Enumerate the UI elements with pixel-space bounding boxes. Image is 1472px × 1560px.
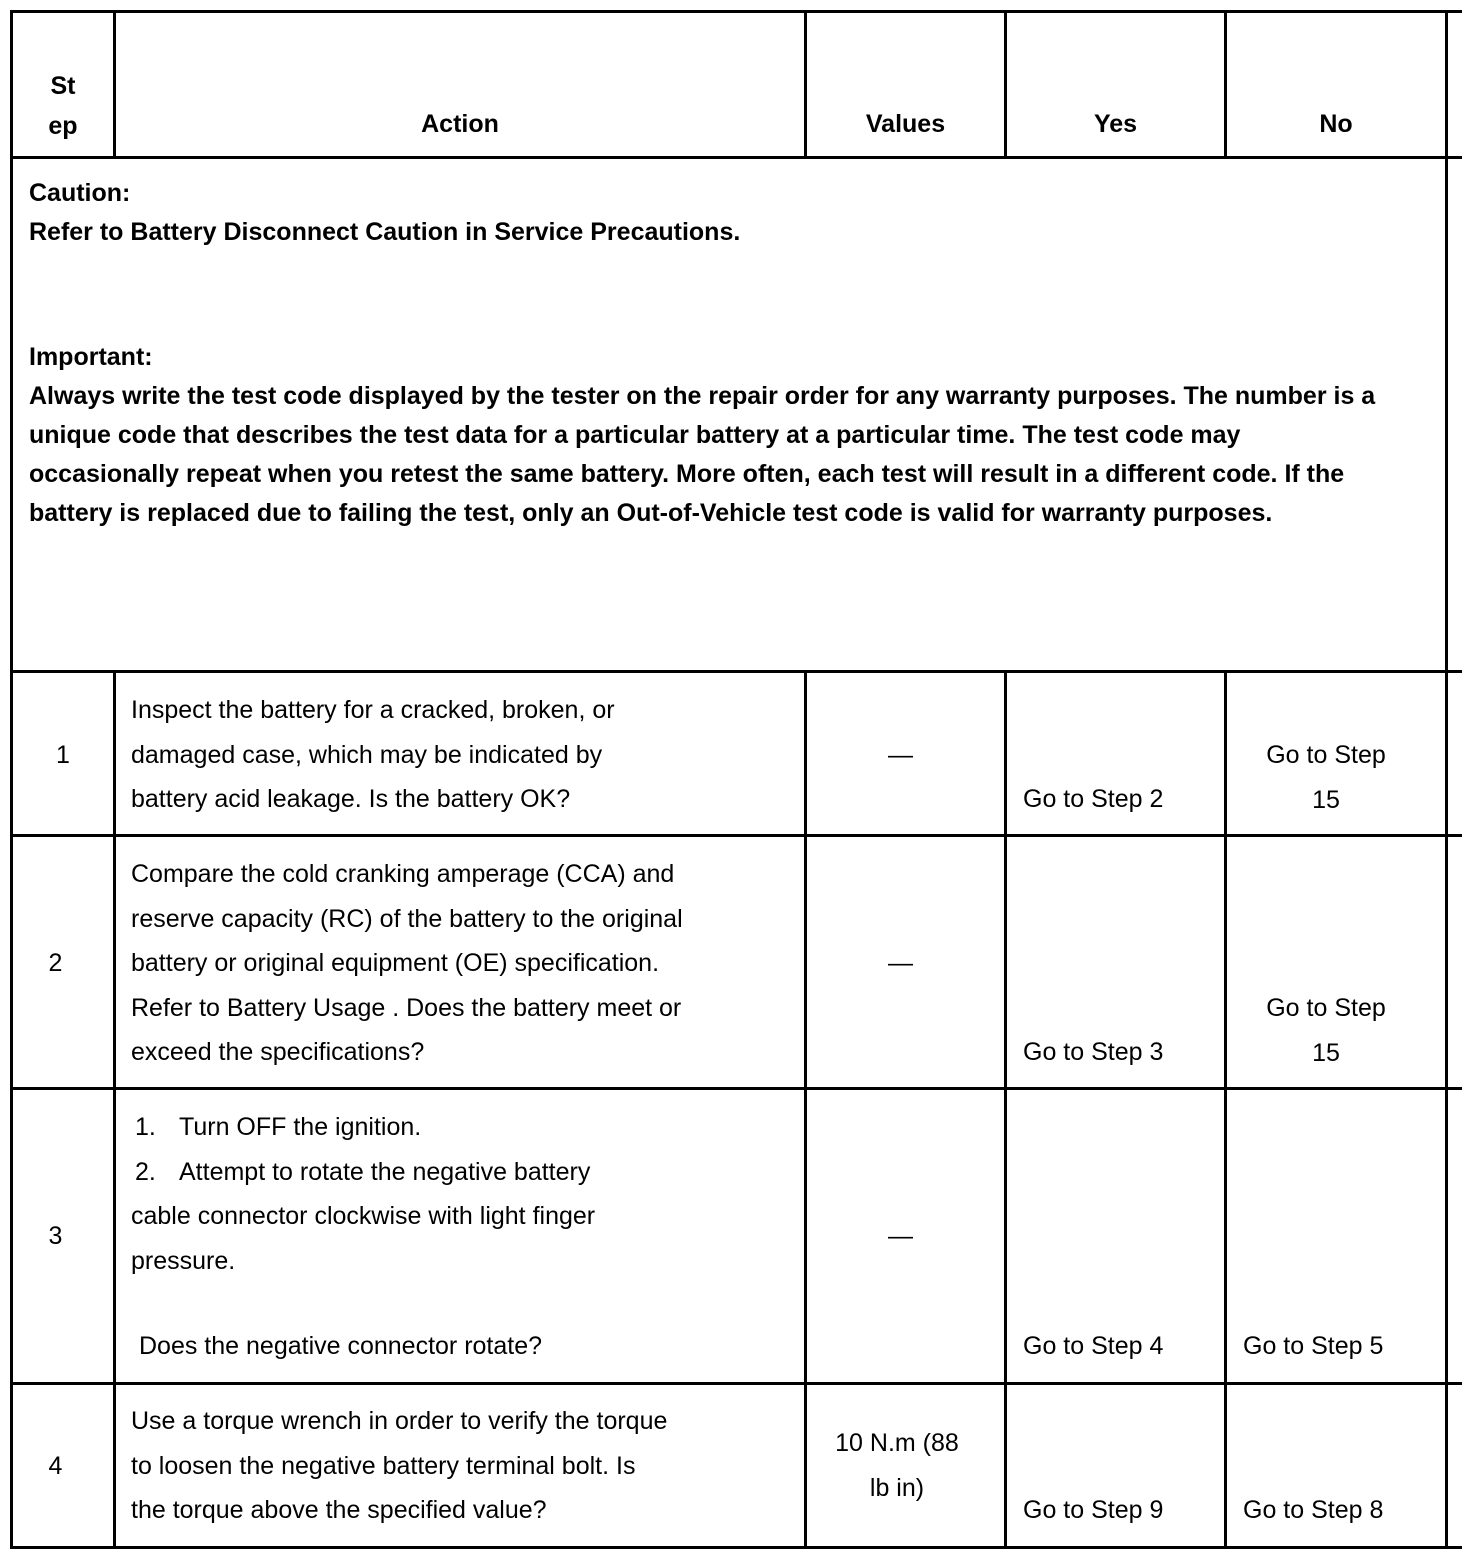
header-action: Action (421, 110, 499, 138)
header-step-line: St (50, 72, 76, 100)
list-text: Turn OFF the ignition. (179, 1113, 422, 1141)
column-divider (804, 670, 807, 1549)
action-text (131, 1105, 801, 1283)
action-question: Does the negative connector rotate? (139, 1332, 543, 1360)
value-text: — (888, 949, 913, 977)
table-border-top (10, 10, 1462, 13)
column-divider (1004, 670, 1007, 1549)
value-line: lb in) (869, 1473, 925, 1502)
no-line: Go to Step (1266, 994, 1386, 1022)
header-step-line: ep (48, 112, 78, 140)
action-line: damaged case, which may be indicated by (131, 740, 603, 769)
action-line: battery or original equipment (OE) specification. (131, 949, 660, 977)
list-number: 1. (135, 1113, 156, 1141)
table-border-right (1445, 10, 1448, 1549)
caution-text: Refer to Battery Disconnect Caution in Service Precautions. (29, 218, 741, 246)
yes-text: Go to Step 3 (1023, 1038, 1164, 1066)
caution-title: Caution: (29, 179, 131, 207)
important-note (29, 338, 1389, 533)
value-text: — (888, 741, 913, 769)
list-number: 2. (135, 1157, 156, 1186)
action-line: battery acid leakage. Is the battery OK? (131, 785, 571, 813)
important-title: Important: (29, 343, 153, 371)
action-line: pressure. (131, 1246, 236, 1275)
no-line: Go to Step (1266, 741, 1386, 769)
action-line: Refer to Battery Usage . Does the battery meet or (131, 993, 682, 1022)
row-divider (10, 1087, 1462, 1090)
header-step (13, 66, 113, 146)
table-border-bottom (10, 1546, 1462, 1549)
step-number: 4 (48, 1452, 63, 1480)
no-line: 15 (1312, 785, 1340, 814)
row-divider (10, 834, 1462, 837)
action-line: cable connector clockwise with light finger (131, 1202, 596, 1230)
list-text: Attempt to rotate the negative battery (179, 1157, 591, 1186)
important-text: Always write the test code displayed by the tester on the repair order for any warranty purposes. The number is a unique code that describes the test data for a particular battery at a particular time. The test code may occasionally repeat when you retest the same battery. More often, each test will result in a different code. If the battery is replaced due to failing the test, only an Out-of-Vehicle test code is valid for warranty purposes. (29, 382, 1376, 527)
table-border-left (10, 10, 13, 1549)
value-text (807, 1421, 987, 1510)
no-text: Go to Step 8 (1243, 1496, 1384, 1524)
action-line: Compare the cold cranking amperage (CCA) and (131, 860, 675, 888)
action-line: Inspect the battery for a cracked, broken, or (131, 696, 615, 724)
no-line: 15 (1312, 1038, 1340, 1067)
action-line: the torque above the specified value? (131, 1496, 547, 1524)
value-line: 10 N.m (88 (835, 1429, 959, 1457)
step-number: 2 (48, 949, 63, 977)
yes-text: Go to Step 4 (1023, 1332, 1164, 1360)
header-values: Values (865, 110, 946, 138)
action-list-item (131, 1105, 801, 1150)
yes-text: Go to Step 2 (1023, 785, 1164, 813)
step-number: 3 (48, 1222, 63, 1250)
action-text (131, 688, 801, 822)
no-text (1227, 986, 1425, 1075)
action-text (131, 852, 801, 1075)
row-divider (10, 1382, 1462, 1385)
notes-divider (10, 670, 1462, 673)
header-no: No (1319, 110, 1353, 138)
header-divider (10, 156, 1462, 159)
header-yes: Yes (1093, 110, 1138, 138)
no-text (1227, 733, 1425, 822)
caution-note (29, 174, 1389, 252)
value-text: — (888, 1222, 913, 1250)
action-line: to loosen the negative battery terminal bolt. Is (131, 1451, 636, 1480)
action-line: Use a torque wrench in order to verify the torque (131, 1407, 668, 1435)
action-text (131, 1399, 801, 1533)
action-line: reserve capacity (RC) of the battery to the original (131, 904, 683, 933)
column-divider (113, 670, 116, 1549)
action-list-item (131, 1150, 801, 1195)
step-number: 1 (56, 741, 70, 769)
no-text: Go to Step 5 (1243, 1332, 1384, 1360)
yes-text: Go to Step 9 (1023, 1496, 1164, 1524)
action-line: exceed the specifications? (131, 1038, 425, 1066)
